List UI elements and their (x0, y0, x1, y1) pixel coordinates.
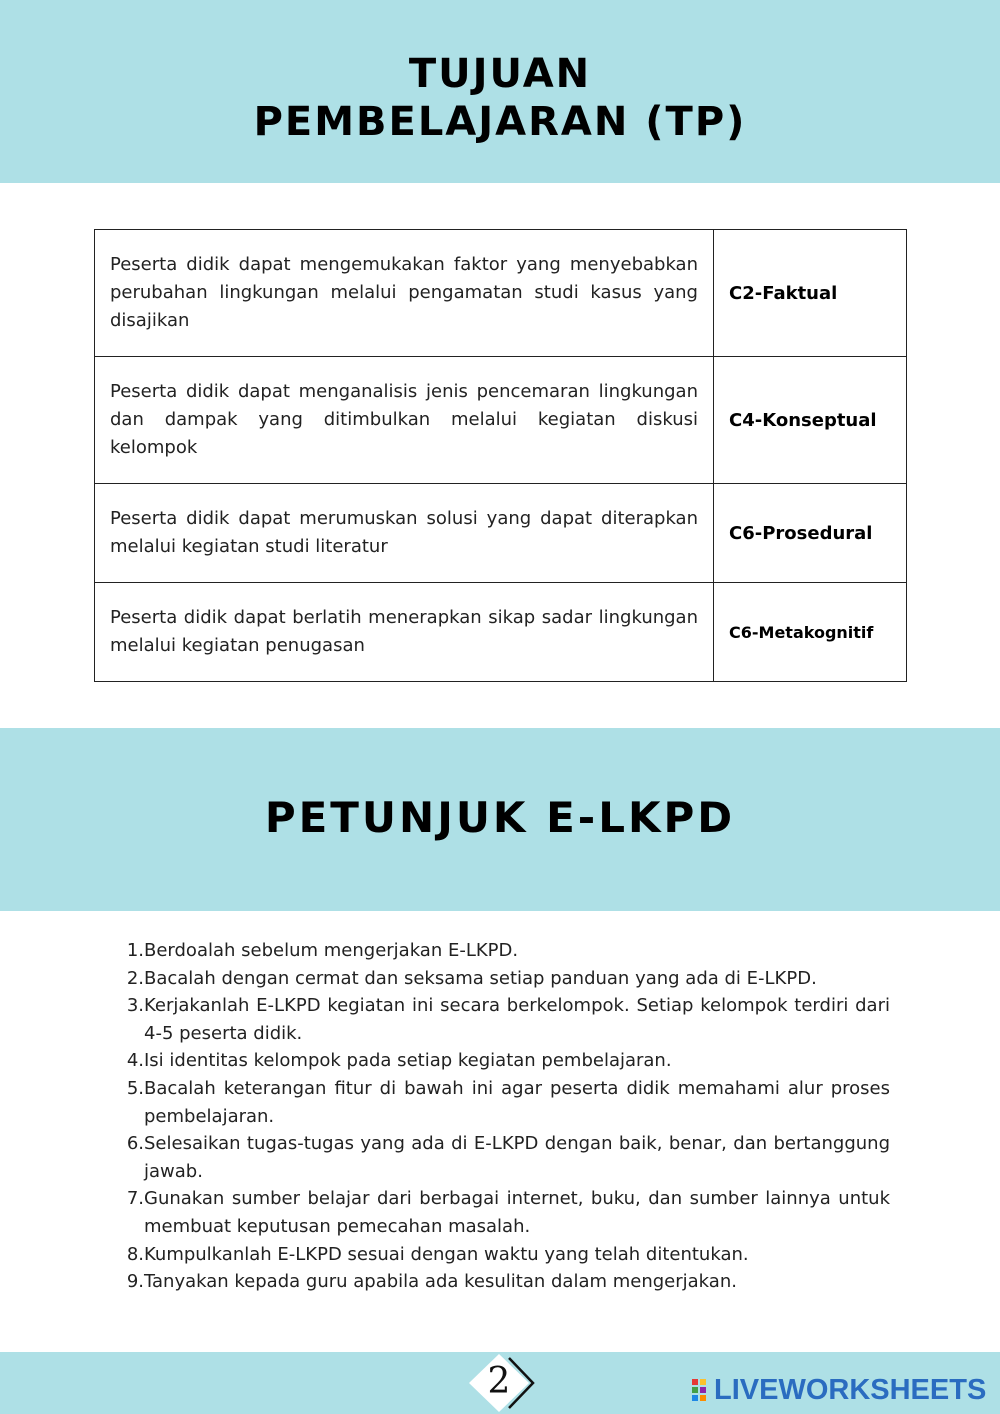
item-text: Gunakan sumber belajar dari berbagai internet, buku, dan sumber lainnya untuk membuat keputusan pemecahan masalah. (144, 1188, 890, 1237)
item-number: 5. (126, 1077, 144, 1099)
table-row (95, 357, 907, 484)
objective-text: Peserta didik dapat menganalisis jenis pencemaran lingkungan dan dampak yang ditimbulkan melalui kegiatan diskusi kelompok (95, 357, 714, 484)
item-text: Selesaikan tugas-tugas yang ada di E-LKPD dengan baik, benar, dan bertanggung jawab. (144, 1133, 890, 1182)
list-item (118, 1075, 890, 1130)
item-text: Kumpulkanlah E-LKPD sesuai dengan waktu yang telah ditentukan. (144, 1243, 749, 1265)
item-number: 1. (126, 940, 144, 961)
objective-level: C6-Metakognitif (714, 583, 907, 682)
title-line-1: TUJUAN (408, 51, 592, 97)
section-title: PETUNJUK E-LKPD (264, 793, 736, 842)
item-text: Berdoalah sebelum mengerjakan E-LKPD. (144, 940, 519, 961)
item-text: Isi identitas kelompok pada setiap kegiatan pembelajaran. (144, 1050, 672, 1072)
item-number: 2. (126, 967, 144, 989)
item-number: 6. (126, 1133, 144, 1155)
liveworksheets-logo (692, 1370, 986, 1410)
page-number: 2 (487, 1361, 511, 1402)
item-text: Kerjakanlah E-LKPD kegiatan ini secara berkelompok. Setiap kelompok terdiri dari 4-5 peserta didik. (144, 995, 890, 1044)
page-title (0, 50, 1000, 146)
item-text: Tanyakan kepada guru apabila ada kesulitan dalam mengerjakan. (144, 1271, 737, 1293)
list-item (118, 965, 890, 993)
item-number: 3. (126, 995, 144, 1017)
objective-level: C2-Faktual (714, 230, 907, 357)
list-item (118, 1185, 890, 1240)
brand-name: LIVEWORKSHEETS (714, 1373, 987, 1406)
objective-text: Peserta didik dapat berlatih menerapkan sikap sadar lingkungan melalui kegiatan penugasan (95, 583, 714, 682)
list-item (118, 1047, 890, 1075)
list-item (118, 937, 890, 965)
item-text: Bacalah keterangan fitur di bawah ini agar peserta didik memahami alur proses pembelajaran. (144, 1077, 890, 1127)
table-row (95, 484, 907, 583)
table-row (95, 583, 907, 682)
item-number: 9. (126, 1271, 144, 1293)
list-item (118, 1268, 890, 1296)
title-line-2: PEMBELAJARAN (TP) (253, 99, 747, 145)
learning-objectives-table (94, 229, 907, 682)
liveworksheets-icon (692, 1377, 712, 1403)
objective-text: Peserta didik dapat merumuskan solusi yang dapat diterapkan melalui kegiatan studi literatur (95, 484, 714, 583)
item-number: 7. (126, 1188, 144, 1210)
item-number: 8. (126, 1243, 144, 1265)
objective-text: Peserta didik dapat mengemukakan faktor yang menyebabkan perubahan lingkungan melalui pengamatan studi kasus yang disajikan (95, 230, 714, 357)
objective-level: C4-Konseptual (714, 357, 907, 484)
item-number: 4. (126, 1050, 144, 1072)
item-text: Bacalah dengan cermat dan seksama setiap panduan yang ada di E-LKPD. (144, 967, 817, 989)
table-row (95, 230, 907, 357)
objective-level: C6-Prosedural (714, 484, 907, 583)
list-item (118, 1241, 890, 1269)
list-item (118, 1130, 890, 1185)
list-item (118, 992, 890, 1047)
instruction-list (118, 937, 890, 1296)
